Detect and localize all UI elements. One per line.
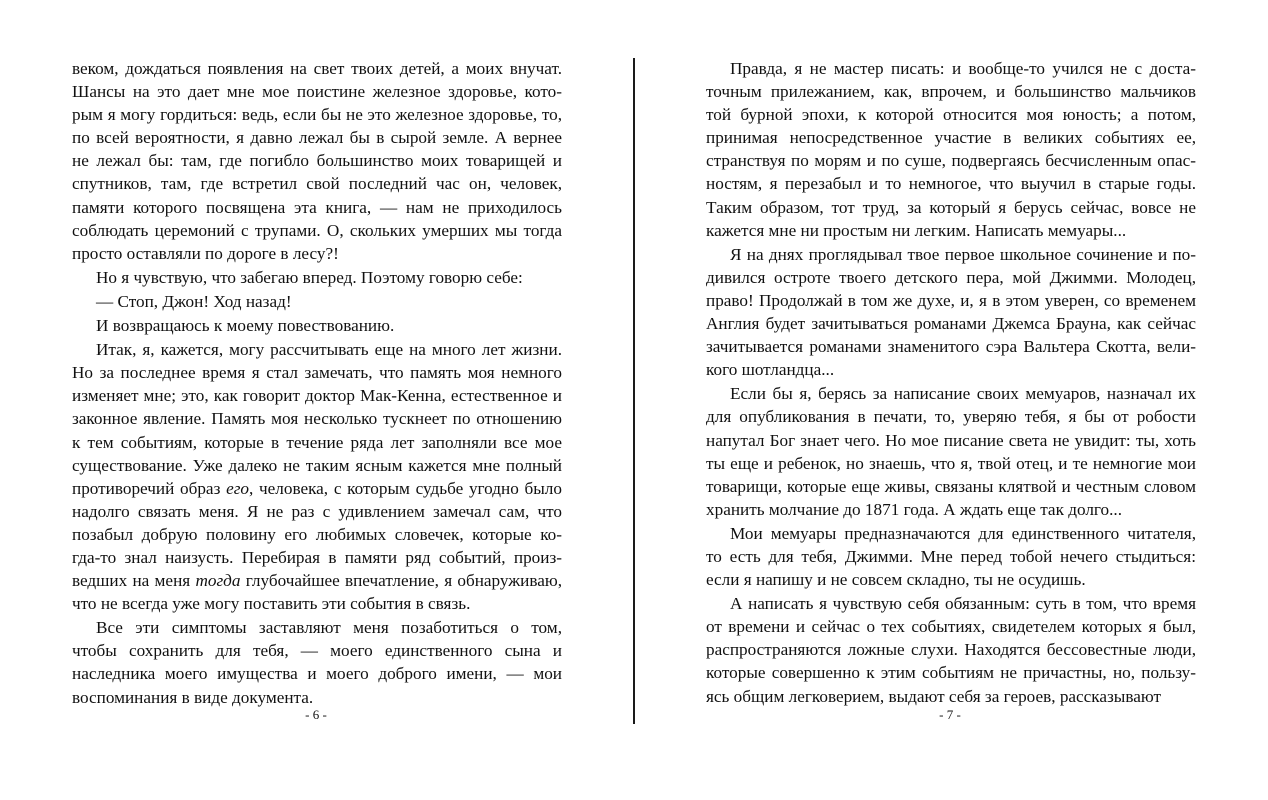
text-line: хранить молчание до 1871 года. А ждать еще так долго... [706, 499, 1123, 519]
right-page-number: - 7 - [939, 707, 961, 722]
text-line: ясь общим легковерием, выдают себя за героев, рассказывают [706, 686, 1161, 706]
right-paragraph [706, 592, 1196, 707]
text-line: просто оставляли по дороге в лесу?! [72, 243, 339, 263]
text-line: которые совершенно к этим событиям не причастны, но, пользу- [706, 663, 1196, 683]
left-paragraph [72, 290, 562, 313]
right-paragraph [706, 522, 1196, 591]
text-line: если я напишу и не совсем складно, ты не осудишь. [706, 570, 1086, 590]
text-line: веком, дождаться появления на свет твоих детей, а моих внучат. [72, 59, 562, 78]
text-line: Таким образом, тот труд, за который я берусь сейчас, вовсе не [706, 197, 1196, 217]
text-line: право! Продолжай в том же духе, и, я в этом уверен, со временем [706, 290, 1196, 310]
text-line: надолго связать меня. Я не раз с удивлением замечал сам, что [72, 501, 562, 521]
text-line: принимая непосредственное участие в великих событиях ее, [706, 128, 1196, 148]
text-line: чтобы сохранить для тебя, — моего единственного сына и [72, 641, 562, 661]
left-page-number: - 6 - [305, 707, 327, 722]
text-line: распространяются ложные слухи. Находятся бессовестные люди, [706, 640, 1196, 660]
text-line: Правда, я не мастер писать: и вообще-то учился не с доста- [730, 59, 1196, 78]
text-line: ведших на меня тогда глубочайшее впечатление, я обнаруживаю, [72, 571, 563, 591]
right-paragraph [706, 57, 1196, 242]
text-line: наследника моего имущества и моего доброго имени, — мои [72, 664, 562, 684]
text-line: не лежал бы: там, где погибло большинство моих товарищей и [72, 151, 562, 171]
left-paragraph [72, 57, 562, 265]
left-paragraph [72, 338, 562, 615]
text-line: кого шотландца... [706, 360, 835, 380]
text-line: то есть для тебя, Джимми. Мне перед тобой нечего стыдиться: [706, 546, 1196, 566]
text-line: Итак, я, кажется, могу рассчитывать еще на много лет жизни. [96, 340, 562, 360]
text-line: дивился остроте твоего детского пера, мой Джимми. Молодец, [706, 267, 1196, 287]
text-line: противоречий образ его, человека, с которым судьбе угодно было [72, 478, 562, 498]
text-line: памяти которого посвящена эта книга, — нам не приходилось [72, 197, 562, 217]
text-line: рым я могу гордиться: ведь, если бы не это железное здоровье, то, [72, 105, 562, 125]
text-line: Я на днях проглядывал твое первое школьное сочинение и по- [730, 244, 1196, 264]
text-line: спутников, там, где встретил свой последний час он, человек, [72, 174, 562, 194]
text-line: точным прилежанием, как, впрочем, и большинство мальчиков [706, 82, 1196, 102]
text-line: Все эти симптомы заставляют меня позаботиться о том, [96, 618, 562, 638]
text-line: — Стоп, Джон! Ход назад! [96, 291, 292, 311]
right-paragraph [706, 382, 1196, 521]
left-paragraph [72, 616, 562, 708]
text-line: товарищи, которые еще живы, связаны клятвой и честным словом [706, 476, 1196, 496]
text-line: кажется мне ни простым ни легким. Написать мемуары... [706, 220, 1127, 240]
text-line: позабыл добрую половину его любимых словечек, которые ко- [72, 524, 562, 544]
text-line: зачитывается романами знаменитого сэра Вальтера Скотта, вели- [706, 337, 1196, 357]
text-line: по всей вероятности, я давно лежал бы в сырой земле. А вернее [72, 128, 562, 148]
text-line: Мои мемуары предназначаются для единственного читателя, [730, 523, 1196, 543]
left-page-body [72, 57, 562, 709]
text-line: Англия будет зачитываться романами Джемса Брауна, как сейчас [706, 314, 1196, 334]
text-line: от времени и сейчас о тех событиях, свидетелем которых я был, [706, 617, 1196, 637]
text-line: той бурной эпохи, к которой относится моя юность; а потом, [706, 105, 1196, 125]
text-line: Шансы на это дает мне мое поистине железное здоровье, кото- [72, 82, 562, 102]
text-line: напутал Бог знает чего. Но мое писание света не увидит: ты, хоть [706, 430, 1196, 450]
text-line: к тем событиям, которые в течение ряда лет заполняли все мое [72, 432, 562, 452]
text-line: Но за последнее время я стал замечать, что память моя немного [72, 363, 562, 383]
left-paragraph [72, 314, 562, 337]
text-line: изменяет мне; это, как говорит доктор Мак-Кенна, естественное и [72, 386, 562, 406]
text-line: соблюдать церемоний с трупами. О, скольких умерших мы тогда [72, 220, 562, 240]
left-paragraph [72, 266, 562, 289]
text-line: воспоминания в виде документа. [72, 687, 314, 707]
right-page-body [706, 57, 1196, 708]
text-line: законное явление. Память моя несколько тускнеет по отношению [72, 409, 562, 429]
text-line: А написать я чувствую себя обязанным: суть в том, что время [730, 594, 1196, 614]
text-line: странствуя по морям и по суше, подвергаясь бесчисленным опас- [706, 151, 1196, 171]
text-line: гда-то знал наизусть. Перебирая в памяти ряд событий, произ- [72, 547, 562, 567]
text-line: для опубликования в печати, то, уверяю тебя, я бы от робости [706, 407, 1196, 427]
text-line: И возвращаюсь к моему повествованию. [96, 316, 395, 336]
right-paragraph [706, 243, 1196, 382]
text-line: ностям, я перезабыл и то немногое, что выучил в старые годы. [706, 174, 1196, 194]
text-line: ты еще и ребенок, но знаешь, что я, твой отец, и те немногие мои [706, 453, 1196, 473]
text-line: существование. Уже далеко не таким ясным кажется мне полный [72, 455, 562, 475]
text-line: Если бы я, берясь за написание своих мемуаров, назначал их [730, 384, 1196, 404]
text-line: что не всегда уже могу поставить эти события в связь. [72, 594, 471, 614]
page-divider [633, 58, 635, 724]
text-line: Но я чувствую, что забегаю вперед. Поэтому говорю себе: [96, 267, 523, 287]
